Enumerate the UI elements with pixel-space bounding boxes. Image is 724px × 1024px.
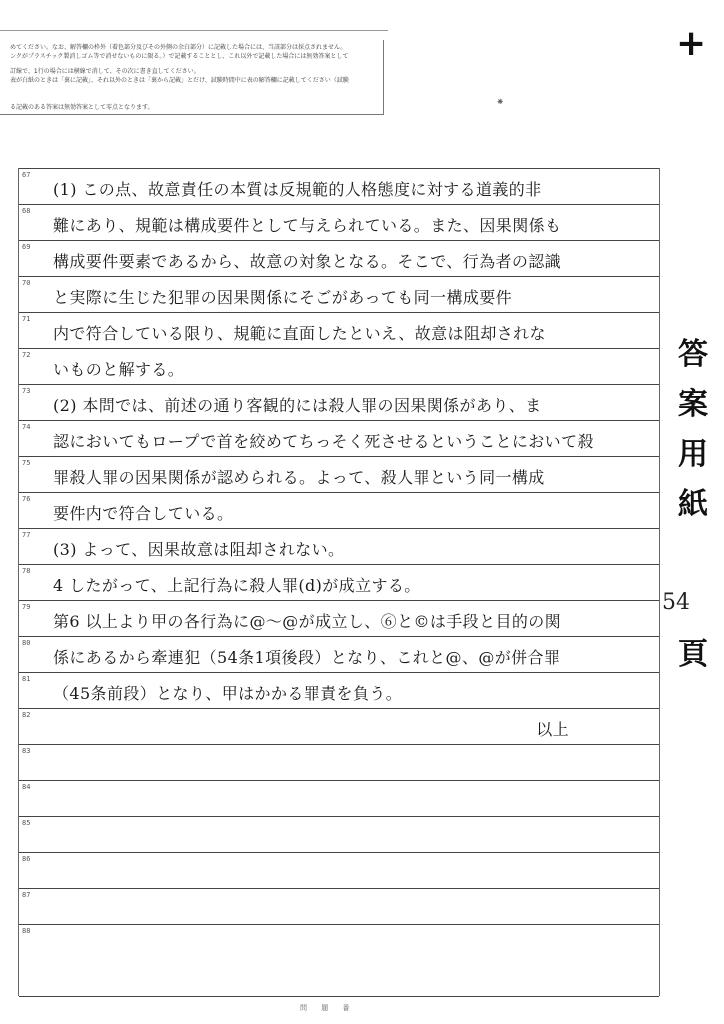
page-suffix: 頁 <box>678 637 708 672</box>
line-number: 73 <box>22 387 31 395</box>
handwritten-text <box>53 898 653 922</box>
line-number: 80 <box>22 639 31 647</box>
closing-signoff: 以上 <box>536 720 569 739</box>
answer-line <box>19 312 659 349</box>
line-number: 69 <box>22 243 31 251</box>
answer-line <box>19 708 659 745</box>
answer-line <box>19 384 659 421</box>
line-number: 70 <box>22 279 31 287</box>
handwritten-text: いものと解する。 <box>53 360 185 379</box>
answer-line <box>19 240 659 277</box>
answer-line <box>19 456 659 493</box>
handwritten-text: 難にあり、規範は構成要件として与えられている。また、因果関係も <box>53 216 562 235</box>
answer-line <box>19 528 659 565</box>
handwritten-text <box>53 790 653 814</box>
handwritten-text: 内で符合している限り、規範に直面したといえ、故意は阻却されな <box>53 324 546 343</box>
handwritten-text: （45条前段）となり、甲はかかる罪責を負う。 <box>53 684 403 703</box>
handwritten-text: (3) よって、因果故意は阻却されない。 <box>53 540 345 559</box>
handwritten-text <box>53 862 653 886</box>
handwritten-text: (2) 本問では、前述の通り客観的には殺人罪の因果関係があり、ま <box>53 396 542 415</box>
answer-line <box>19 204 659 241</box>
instruction-line: 表が白紙のときは「裏に記載」、それ以外のときは「裏から記載」とだけ、試験時間中に表の解答欄に記載してください（試験 <box>10 77 349 84</box>
scan-speck: ⁕ <box>496 97 505 108</box>
line-number: 85 <box>22 819 31 827</box>
answer-line <box>19 672 659 709</box>
top-rule <box>0 30 388 31</box>
line-number: 88 <box>22 927 31 935</box>
corner-plus-mark: + <box>676 23 707 64</box>
answer-line <box>19 492 659 529</box>
side-title-char: 紙 <box>678 487 708 522</box>
side-title-char: 答 <box>678 337 708 372</box>
side-title <box>670 330 716 530</box>
line-number: 72 <box>22 351 31 359</box>
answer-line <box>19 276 659 313</box>
answer-line <box>19 168 659 205</box>
handwritten-text <box>53 934 653 958</box>
side-title-char: 用 <box>678 437 708 472</box>
answer-line <box>19 852 659 889</box>
line-number: 86 <box>22 855 31 863</box>
instruction-line: ンクがプラスチック製消しゴム等で消せないものに限る。）で記載することとし、これ以外で記載した場合には無効答案として <box>10 53 349 60</box>
handwritten-text: 4 したがって、上記行為に殺人罪(d)が成立する。 <box>53 576 421 595</box>
handwritten-text: (1) この点、故意責任の本質は反規範的人格態度に対する道義的非 <box>53 180 542 199</box>
instruction-line: る記載のある答案は無効答案として零点となります。 <box>10 104 154 111</box>
handwritten-text <box>53 826 653 850</box>
line-number: 84 <box>22 783 31 791</box>
line-number: 87 <box>22 891 31 899</box>
bottom-rule <box>19 996 659 997</box>
instruction-line: めてください。なお、解答欄の枠外（着色部分及びその外側の余白部分）に記載した場合には、当該部分は採点されません。 <box>10 44 347 51</box>
side-title-char: 案 <box>678 387 708 422</box>
instructions-box <box>0 40 384 115</box>
page-number: 54 <box>662 590 690 615</box>
answer-line <box>19 888 659 925</box>
handwritten-text: 係にあるから牽連犯（54条1項後段）となり、これと@、@が併合罪 <box>53 648 561 667</box>
handwritten-text: 要件内で符合している。 <box>53 504 234 523</box>
line-number: 81 <box>22 675 31 683</box>
answer-line <box>19 780 659 817</box>
handwritten-text: 罪殺人罪の因果関係が認められる。よって、殺人罪という同一構成 <box>53 468 545 487</box>
answer-line <box>19 348 659 385</box>
instruction-line: 訂線で、1行の場合には横線で消して、その次に書き直してください。 <box>10 68 200 75</box>
answer-line <box>19 600 659 637</box>
answer-line <box>19 744 659 781</box>
answer-sheet <box>18 168 660 996</box>
footer-label: 問 題 番 <box>300 1004 356 1012</box>
handwritten-text: 第6 以上より甲の各行為に@〜@が成立し、⑥と©は手段と目的の関 <box>53 612 562 631</box>
line-number: 83 <box>22 747 31 755</box>
page-suffix-block <box>670 630 716 680</box>
line-number: 67 <box>22 171 31 179</box>
handwritten-text: 認においてもロープで首を絞めてちっそく死させるということにおいて殺 <box>53 432 594 451</box>
handwritten-text: と実際に生じた犯罪の因果関係にそごがあっても同一構成要件 <box>53 288 513 307</box>
line-number: 75 <box>22 459 31 467</box>
handwritten-text: 構成要件要素であるから、故意の対象となる。そこで、行為者の認識 <box>53 252 562 271</box>
line-number: 78 <box>22 567 31 575</box>
line-number: 68 <box>22 207 31 215</box>
line-number: 76 <box>22 495 31 503</box>
handwritten-text <box>53 754 653 778</box>
answer-line <box>19 564 659 601</box>
answer-line <box>19 816 659 853</box>
answer-line <box>19 636 659 673</box>
line-number: 74 <box>22 423 31 431</box>
answer-line <box>19 924 659 961</box>
line-number: 77 <box>22 531 31 539</box>
line-number: 71 <box>22 315 31 323</box>
answer-line <box>19 420 659 457</box>
line-number: 82 <box>22 711 31 719</box>
line-number: 79 <box>22 603 31 611</box>
